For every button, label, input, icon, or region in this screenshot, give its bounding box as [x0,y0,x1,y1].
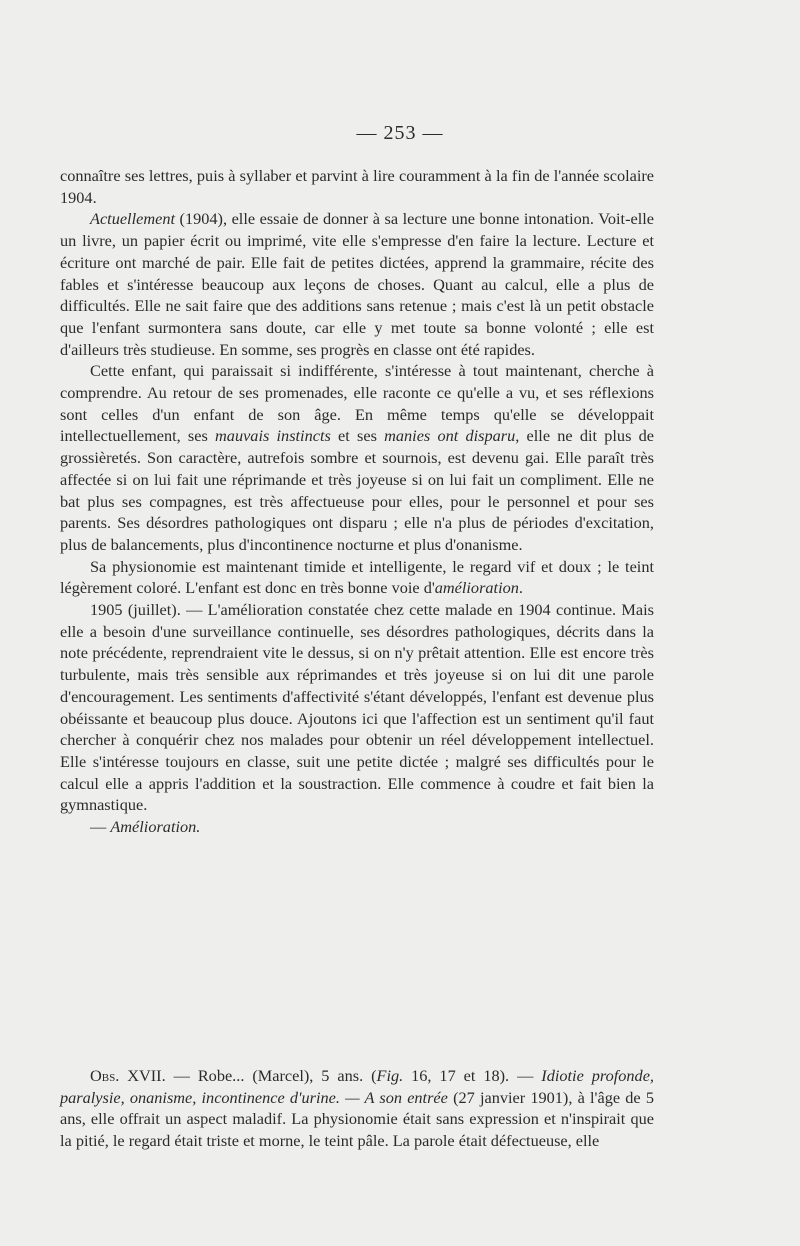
text-run: 16, 17 et 18). — [403,1066,542,1085]
text-run: et ses [330,426,385,446]
italic-run: Idiotie profonde, paralysie, onanisme, incontinence d'urine. — A son entrée [60,1066,654,1107]
text-run: 1905 (juillet). — L'amélioration constatée chez cette malade en 1904 continue. Mais elle a besoin d'une surveillance continuelle, ses désordres pathologiques, décrits dans la note précédente, reprendraient vite le dessus, si on n'y prêtait attention. Elle est encore très turbulente, mais très sensible aux réprimandes et très joyeuse si on lui dit une parole d'encouragement. Les sentiments d'affectivité s'étant développés, l'enfant est devenue plus obéissante et beaucoup plus douce. Ajoutons ici que l'affection est un sentiment qu'il faut chercher à conquérir chez nos malades pour obtenir un réel développement intellectuel. Elle s'intéresse toujours en classe, suit une petite dictée ; malgré ses difficultés pour le calcul elle a appris l'addition et la soustraction. Elle commence à coudre et fait bien la gymnastique. [60,600,654,815]
text-run: Sa physionomie est maintenant timide et intelligente, le regard vif et doux ; le teint légèrement coloré. L'enfant est donc en très bonne voie d' [60,556,654,598]
text-run: . [518,578,523,598]
text-run: (27 janvier 1901), à l'âge de 5 ans, elle offrait un aspect maladif. La physionomie était sans expression et n'inspirait que la pitié, le regard était triste et morne, le teint pâle. La parole était défectueuse, elle [60,1087,654,1150]
paragraph [60,556,654,599]
text-run: Cette enfant, qui paraissait si indifférente, s'intéresse à tout maintenant, cherche à comprendre. Au retour de ses promenades, elle raconte ce qu'elle a vu, et ses réflexions sont celles d'un enfant de son âge. En même temps qu'elle se développait intellectuellement, ses [60,361,654,446]
paragraph [60,208,654,360]
italic-run: amélioration [434,578,519,598]
italic-run: Amélioration. [110,817,201,837]
paragraph [60,599,654,816]
text-run: — [90,817,111,837]
paragraph [60,165,654,208]
observation-paragraph [60,1065,654,1151]
small-caps-run: Obs. XVII. [90,1066,166,1085]
text-run: — Robe... (Marcel), 5 ans. ( [165,1066,377,1085]
italic-run: Actuellement [90,209,175,229]
text-run: , elle ne dit plus de grossièretés. Son caractère, autrefois sombre et sournois, est devenu gai. Elle paraît très affectée si on lui fait une réprimande et très joyeuse si on lui fait un compliment. Elle ne bat plus ses compagnes, est très affectueuse pour elles, pour le personnel et pour ses parents. Ses désordres pathologiques ont disparu ; elle n'a plus de périodes d'excitation, plus de balancements, plus d'incontinence nocturne et plus d'onanisme. [60,426,655,554]
italic-run: mauvais instincts [215,426,331,446]
paragraph [60,360,654,555]
italic-run: manies ont disparu [384,426,516,446]
italic-run: Fig. [376,1066,404,1085]
paragraph [60,816,654,838]
text-run: connaître ses lettres, puis à syllaber et parvint à lire couramment à la fin de l'année scolaire 1904. [60,166,654,207]
body-text [60,165,654,838]
text-run: (1904), elle essaie de donner à sa lecture une bonne intonation. Voit-elle un livre, un papier écrit ou imprimé, vite elle s'empresse d'en faire la lecture. Lecture et écriture ont marché de pair. Elle fait de petites dictées, apprend la grammaire, récite des fables et s'intéresse beaucoup aux leçons de choses. Quant au calcul, elle a plus de difficultés. Elle ne sait faire que des additions sans retenue ; mais c'est là un petit obstacle que l'enfant surmontera sans doute, car elle y met toute sa bonne volonté ; elle est d'ailleurs très studieuse. En somme, ses progrès en classe ont été rapides. [60,209,654,359]
page-number: — 253 — [356,122,444,144]
